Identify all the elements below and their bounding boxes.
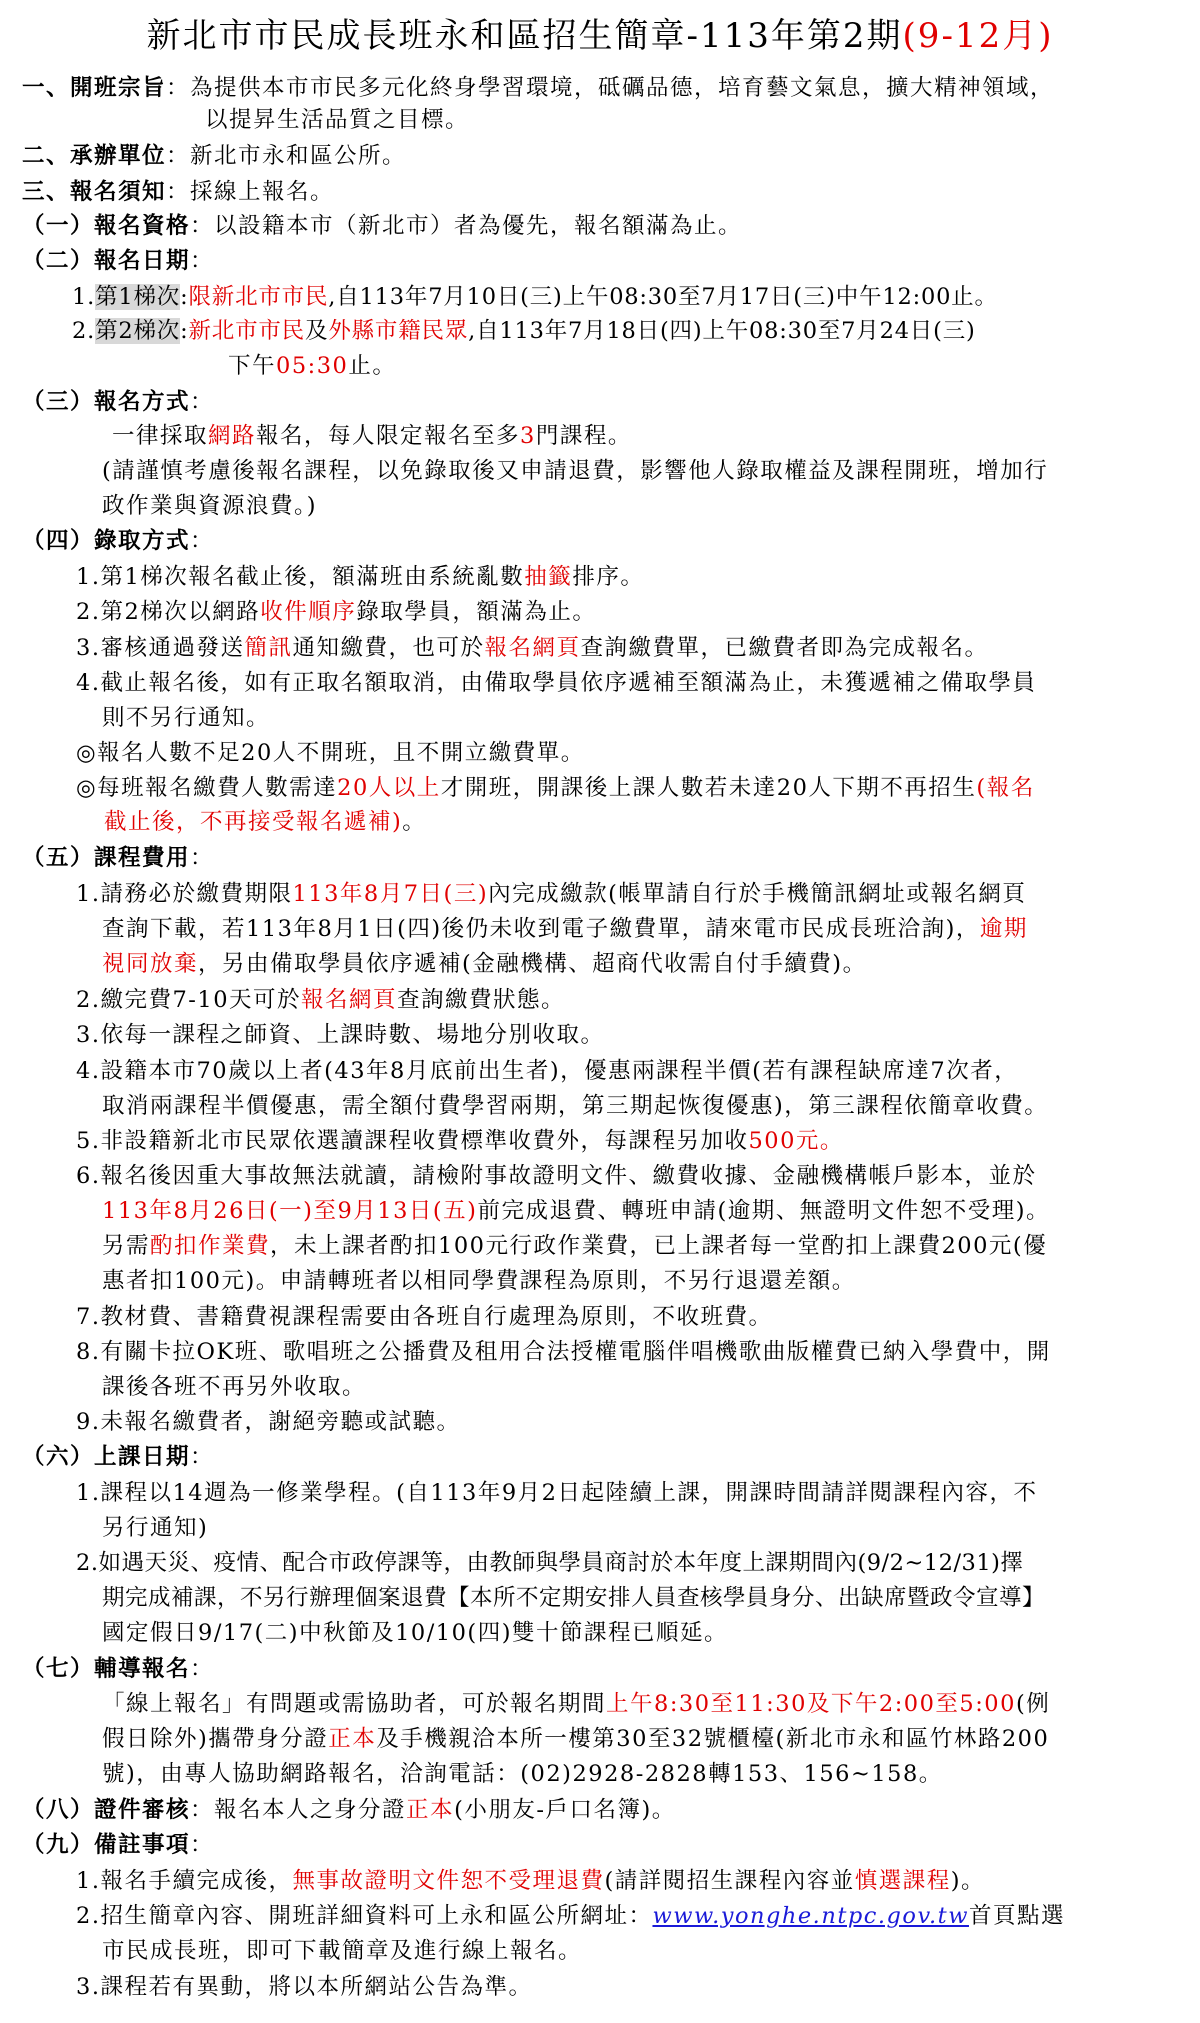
website-link[interactable]: www.yonghe.ntpc.gov.tw (652, 1903, 969, 1929)
dates-2: 2.如遇天災、疫情、配合市政停課等，由教師與學員商討於本年度上課期間內(9/2~12/31)擇 (76, 1550, 1024, 1576)
batch-2-tag: 第2梯次 (95, 318, 181, 344)
admission-note-2: ◎每班報名繳費人數需達20人以上才開班，開課後上課人數若未達20人下期不再招生(報名 (76, 775, 1035, 801)
method-line-3: 政作業與資源浪費。) (102, 493, 318, 519)
item-heading: 證件審核 (94, 1797, 191, 1823)
section-heading: 報名須知 (70, 179, 167, 205)
remarks-1: 1.報名手續完成後，無事故證明文件恕不受理退費(請詳閱招生課程內容並慎選課程)。 (76, 1868, 986, 1894)
item-heading: 輔導報名 (94, 1656, 191, 1682)
method-line-2: (請謹慎考慮後報名課程，以免錄取後又申請退費，影響他人錄取權益及課程開班，增加行 (102, 458, 1049, 484)
fees-6: 6.報名後因重大事故無法就讀，請檢附事故證明文件、繳費收據、金融機構帳戶影本，並於 (76, 1163, 1037, 1189)
title-period: (9-12月) (902, 16, 1054, 56)
admission-note-2-cont: 截止後，不再接受報名遞補)。 (104, 809, 427, 835)
admission-3: 3.審核通過發送簡訊通知繳費，也可於報名網頁查詢繳費單，已繳費者即為完成報名。 (76, 635, 989, 661)
item-registration-method: （三）報名方式： (22, 389, 215, 415)
dates-2-cont-2: 國定假日9/17(二)中秋節及10/10(四)雙十節課程已順延。 (102, 1620, 728, 1646)
remarks-3: 3.課程若有異動，將以本所網站公告為準。 (76, 1974, 533, 2000)
item-heading: 課程費用 (94, 845, 191, 871)
fees-1-cont-2: 視同放棄，另由備取學員依序遞補(金融機構、超商代收需自付手續費)。 (102, 951, 867, 977)
fees-4-cont: 取消兩課程半價優惠，需全額付費學習兩期，第三期起恢復優惠)，第三課程依簡章收費。 (102, 1093, 1049, 1119)
batch-1-tag: 第1梯次 (95, 284, 181, 310)
item-course-fees: （五）課程費用： (22, 845, 215, 871)
batch-1: 1.第1梯次:限新北市市民,自113年7月10日(三)上午08:30至7月17日(三)中午12:00止。 (72, 284, 998, 310)
fees-6-cont-2: 另需酌扣作業費，未上課者酌扣100元行政作業費，已上課者每一堂酌扣上課費200元(優 (102, 1233, 1048, 1259)
admission-1: 1.第1梯次報名截止後，額滿班由系統亂數抽籤排序。 (76, 564, 645, 590)
batch-2-cont: 下午05:30止。 (228, 353, 397, 379)
fees-2: 2.繳完費7-10天可於報名網頁查詢繳費狀態。 (76, 987, 566, 1013)
dates-1-cont: 另行通知) (102, 1515, 209, 1541)
section-heading: 承辦單位 (70, 143, 167, 169)
fees-6-cont-3: 惠者扣100元)。申請轉班者以相同學費課程為原則，不另行退還差額。 (102, 1268, 856, 1294)
assistance-3: 號)，由專人協助網路報名，洽詢電話：(02)2928-2828轉153、156~158。 (102, 1761, 943, 1787)
section-purpose: 一、開班宗旨：為提供本市市民多元化終身學習環境，砥礪品德，培育藝文氣息，擴大精神領域， (22, 75, 1055, 101)
fees-8: 8.有關卡拉OK班、歌唱班之公播費及租用合法授權電腦伴唱機歌曲版權費已納入學費中，開 (76, 1339, 1051, 1365)
fees-6-cont: 113年8月26日(一)至9月13日(五)前完成退費、轉班申請(逾期、無證明文件恕不受理)。 (102, 1198, 1051, 1224)
fees-4: 4.設籍本市70歲以上者(43年8月底前出生者)，優惠兩課程半價(若有課程缺席達7次者， (76, 1058, 1019, 1084)
item-eligibility: （一）報名資格：以設籍本市（新北市）者為優先，報名額滿為止。 (22, 213, 743, 239)
fees-7: 7.教材費、書籍費視課程需要由各班自行處理為原則，不收班費。 (76, 1304, 773, 1330)
fees-5: 5.非設籍新北市民眾依選讀課程收費標準收費外，每課程另加收500元。 (76, 1128, 844, 1154)
remarks-2-cont: 市民成長班，即可下載簡章及進行線上報名。 (102, 1938, 583, 1964)
fees-1-cont: 查詢下載，若113年8月1日(四)後仍未收到電子繳費單，請來電市民成長班洽詢)，逾期 (102, 916, 1028, 942)
method-line-1: 一律採取網路報名，每人限定報名至多3門課程。 (112, 423, 632, 449)
item-heading: 錄取方式 (94, 528, 191, 554)
page-title (0, 8, 1200, 57)
section-organizer: 二、承辦單位：新北市永和區公所。 (22, 143, 407, 169)
admission-4-cont: 則不另行通知。 (102, 705, 271, 731)
item-heading: 備註事項 (94, 1832, 191, 1858)
section-heading: 開班宗旨 (70, 75, 167, 101)
item-registration-assistance: （七）輔導報名： (22, 1656, 215, 1682)
remarks-2: 2.招生簡章內容、開班詳細資料可上永和區公所網址：www.yonghe.ntpc.gov.tw首頁點選 (76, 1903, 1065, 1929)
fees-8-cont: 課後各班不再另外收取。 (102, 1374, 367, 1400)
admission-4: 4.截止報名後，如有正取名額取消，由備取學員依序遞補至額滿為止，未獲遞補之備取學員 (76, 670, 1037, 696)
title-main: 新北市市民成長班永和區招生簡章-113年第2期 (146, 16, 903, 56)
dates-1: 1.課程以14週為一修業學程。(自113年9月2日起陸續上課，開課時間請詳閱課程內容，不 (76, 1480, 1038, 1506)
item-heading: 報名方式 (94, 389, 191, 415)
fees-1: 1.請務必於繳費期限113年8月7日(三)內完成繳款(帳單請自行於手機簡訊網址或報名網頁 (76, 881, 1027, 907)
batch-2: 2.第2梯次:新北市市民及外縣市籍民眾,自113年7月18日(四)上午08:30至7月24日(三) (72, 318, 976, 344)
item-heading: 上課日期 (94, 1444, 191, 1470)
item-heading: 報名資格 (94, 213, 191, 239)
admission-note-1: ◎報名人數不足20人不開班，且不開立繳費單。 (76, 740, 585, 766)
assistance-1: 「線上報名」有問題或需協助者，可於報名期間上午8:30至11:30及下午2:00至5:00(例 (102, 1691, 1051, 1717)
item-admission-method: （四）錄取方式： (22, 528, 215, 554)
fees-9: 9.未報名繳費者，謝絕旁聽或試聽。 (76, 1409, 461, 1435)
admission-2: 2.第2梯次以網路收件順序錄取學員，額滿為止。 (76, 599, 597, 625)
section-registration-notes: 三、報名須知：採線上報名。 (22, 179, 335, 205)
item-class-dates: （六）上課日期： (22, 1444, 215, 1470)
section-purpose-cont: 以提昇生活品質之目標。 (205, 107, 470, 133)
fees-3: 3.依每一課程之師資、上課時數、場地分別收取。 (76, 1022, 605, 1048)
dates-2-cont: 期完成補課，不另行辦理個案退費【本所不定期安排人員查核學員身分、出缺席暨政令宣導】 (102, 1585, 1046, 1611)
item-heading: 報名日期 (94, 248, 191, 274)
item-remarks: （九）備註事項： (22, 1832, 215, 1858)
item-id-verification: （八）證件審核：報名本人之身分證正本(小朋友-戶口名簿)。 (22, 1797, 676, 1823)
item-registration-dates: （二）報名日期： (22, 248, 215, 274)
assistance-2: 假日除外)攜帶身分證正本及手機親洽本所一樓第30至32號櫃檯(新北市永和區竹林路200 (102, 1726, 1050, 1752)
